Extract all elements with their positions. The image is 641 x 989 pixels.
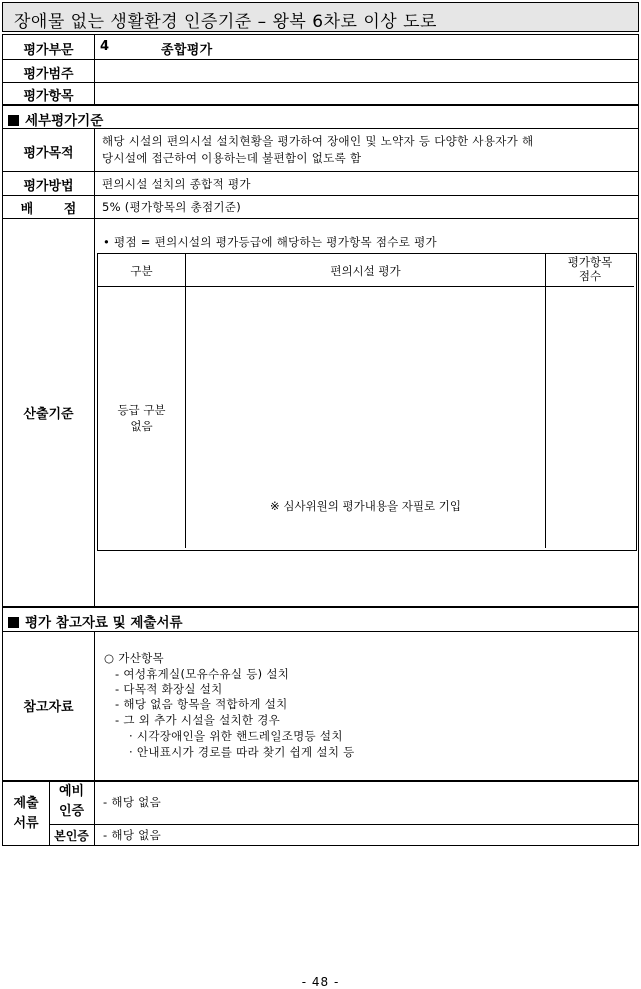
pre-certification-label: 예비 인증 <box>58 784 85 819</box>
item-label: 평가항목 <box>23 89 74 104</box>
method-text: 편의시설 설치의 종합적 평가 <box>102 177 251 191</box>
main-certification-value: - 해당 없음 <box>103 828 161 842</box>
submission-label: 제출 서류 <box>13 796 39 831</box>
method-label: 평가방법 <box>23 179 74 194</box>
square-bullet-icon <box>8 115 19 126</box>
evaluation-table <box>2 34 639 846</box>
main-certification-label: 본인증 <box>54 829 89 843</box>
reference-section-heading: 평가 참고자료 및 제출서류 <box>8 611 183 631</box>
reference-label: 참고자료 <box>23 700 74 715</box>
area-number: 4 <box>100 39 110 54</box>
reference-line-2: - 여성휴게실(모유수유실 등) 설치 <box>115 667 290 681</box>
calc-label: 산출기준 <box>23 407 74 422</box>
score-text: 5% (평가항목의 총점기준) <box>102 200 242 214</box>
purpose-label: 평가목적 <box>23 146 74 161</box>
pre-certification-value: - 해당 없음 <box>103 795 161 809</box>
judge-note: ※ 심사위원의 평가내용을 자필로 기입 <box>270 499 461 513</box>
page-number: - 48 - <box>301 975 340 989</box>
area-label: 평가부문 <box>23 43 74 58</box>
score-label: 배 점 <box>20 202 77 217</box>
grade-header-division: 구분 <box>130 264 153 278</box>
grade-header-score: 평가항목 점수 <box>567 255 613 283</box>
grade-none-text: 등급 구분 없음 <box>117 403 166 433</box>
reference-line-4: - 해당 없음 항목을 적합하게 설치 <box>115 697 288 711</box>
square-bullet-icon <box>8 617 19 628</box>
reference-line-6: · 시각장애인을 위한 핸드레일조명등 설치 <box>129 729 343 743</box>
purpose-line-1: 해당 시설의 편의시설 설치현황을 평가하여 장애인 및 노약자 등 다양한 사용자가 해 <box>102 134 534 148</box>
reference-line-3: - 다목적 화장실 설치 <box>115 682 223 696</box>
grade-header-facility: 편의시설 평가 <box>330 264 401 278</box>
detail-section-heading: 세부평가기준 <box>8 109 103 129</box>
page-title: 장애물 없는 생활환경 인증기준 – 왕복 6차로 이상 도로 <box>2 2 639 32</box>
category-label: 평가범주 <box>23 67 74 82</box>
reference-line-1: ○ 가산항목 <box>104 651 164 665</box>
reference-line-5: - 그 외 추가 시설을 설치한 경우 <box>115 713 281 727</box>
area-value: 종합평가 <box>161 43 213 58</box>
calc-bullet: • 평점 = 편의시설의 평가등급에 해당하는 평가항목 점수로 평가 <box>103 235 437 249</box>
purpose-line-2: 당시설에 접근하여 이용하는데 불편함이 없도록 함 <box>102 151 362 165</box>
grade-table <box>97 253 637 551</box>
reference-line-7: · 안내표시가 경로를 따라 찾기 쉽게 설치 등 <box>129 745 355 759</box>
